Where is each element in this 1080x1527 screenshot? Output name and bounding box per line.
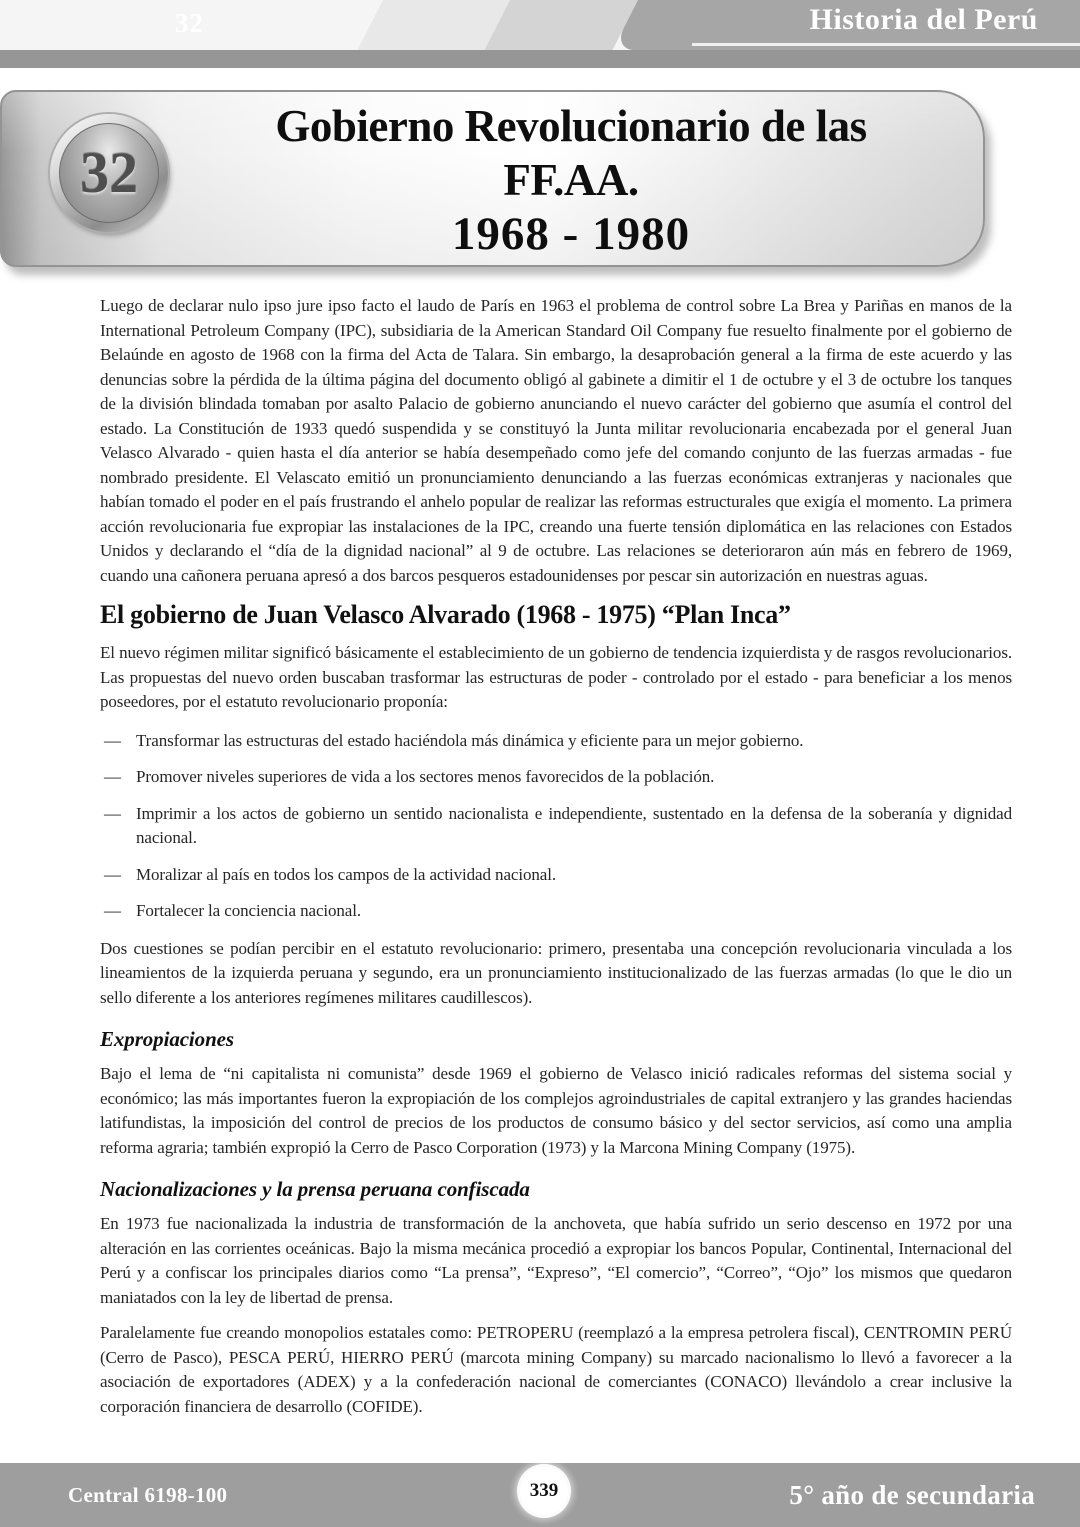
footer-grade: 5° año de secundaria <box>789 1479 1035 1510</box>
bullet-text: Promover niveles superiores de vida a los sectores menos favorecidos de la población. <box>136 767 715 786</box>
banner-title-line3: 1968 - 1980 <box>451 208 691 260</box>
page-number-badge <box>520 1467 568 1515</box>
footer-phone: Central 6198-100 <box>68 1482 228 1507</box>
bullet-item <box>100 899 1012 924</box>
bullet-item <box>100 729 1012 754</box>
nacionalizaciones-paragraph-2: Paralelamente fue creando monopolios estatales como: PETROPERU (reemplazó a la empresa petrolera fiscal), CENTROMIN PERÚ (Cerro de Pasco), PESCA PERÚ, HIERRO PERÚ (marcota mining Company) su marcado nacionalismo lo llevó a favorecer a la asociación de exportadores (ADEX) y a la confederación nacional de comerciantes (CONACO) llevándolo a crear inclusive la corporación financiera de desarrollo (COFIDE). <box>100 1323 1012 1416</box>
bullet-marker: — <box>104 730 121 750</box>
bullet-item <box>100 765 1012 790</box>
header-subject-title: Historia del Perú <box>809 3 1038 36</box>
bullet-text: Moralizar al país en todos los campos de la actividad nacional. <box>136 864 556 884</box>
page-number: 339 <box>529 1480 559 1501</box>
bullet-marker: — <box>104 767 121 786</box>
bullet-marker: — <box>104 901 121 920</box>
bullet-marker: — <box>104 803 121 823</box>
bullet-text: Transformar las estructuras del estado haciéndola más dinámica y eficiente para un mejor gobierno. <box>136 730 804 750</box>
header-subject-underline <box>692 43 1080 46</box>
bullet-text: Imprimir a los actos de gobierno un sentido nacionalista e independiente, sustentado en la defensa de la soberanía y dignidad nacional. <box>136 803 1012 847</box>
section-closing-paragraph: Dos cuestiones se podían percibir en el estatuto revolucionario: primero, presentaba una concepción revolucionaria vinculada a los lineamientos de la izquierda peruana y segundo, era un pronunciamiento institucionalizado de las fuerzas armadas (lo que le dio un sello diferente a los anteriores regímenes militares caudillescos). <box>100 938 1012 1007</box>
intro-paragraph: Luego de declarar nulo ipso jure ipso facto el laudo de París en 1963 el problema de control sobre La Brea y Pariñas en manos de la International Petroleum Company (IPC), subsidiaria de la American Standard Oil Company fue resuelto finalmente por el gobierno de Belaúnde en agosto de 1968 con la firma del Acta de Talara. Sin embargo, la desaprobación general a la firma de este acuerdo y las denuncias sobre la pérdida de la última página del documento obligó al gabinete a dimitir el 1 de octubre y el 3 de octubre los tanques de la división blindada tomaban por asalto Palacio de gobierno anunciando el nuevo carácter del gobierno que asumía el control del estado. La Constitución de 1933 quedó suspendida y se constituyó la Junta militar revolucionaria encabezada por el general Juan Velasco Alvarado - quien hasta el día anterior se había desempeñado como jefe del comando conjunto de las fuerzas armadas - fue nombrado presidente. El Velascato emitió un pronunciamiento denunciando a las fuerzas económicas extranjeras y nacionales que habían tomado el poder en el país frustrando el anhelo popular de realizar las reformas estructurales que exigía el momento. La primera acción revolucionaria fue expropiar las instalaciones de la IPC, creando una fuerte tensión diplomática en las relaciones con Estados Unidos y declarando el “día de la dignidad nacional” al 9 de octubre. Las relaciones se deterioraron aún más en febrero de 1969, cuando una cañonera peruana apresó a dos barcos pesqueros estadounidenses por pescar sin autorización en nuestras aguas. <box>100 296 1012 585</box>
bullet-text: Fortalecer la conciencia nacional. <box>136 901 362 920</box>
section-paragraph: El nuevo régimen militar significó básicamente el establecimiento de un gobierno de tendencia izquierdista y de rasgos revolucionarios. Las propuestas del nuevo orden buscaban trasformar las estructuras de poder - controlado por el estado - para beneficiar a los menos poseedores, por el estatuto revolucionario proponía: <box>100 643 1012 711</box>
nacionalizaciones-paragraph-1: En 1973 fue nacionalizada la industria de transformación de la anchoveta, que había sufrido un serio descenso en 1972 por una alteración en las corrientes oceánicas. Bajo la misma mecánica procedió a expropiar los bancos Popular, Continental, Internacional del Perú y a confiscar los principales diarios como “La prensa”, “Expreso”, “El comercio”, “Correo”, “Ojo” los mismos que quedaron maniatados con la ley de libertad de prensa. <box>100 1214 1012 1307</box>
banner-title-line1: Gobierno Revolucionario de las <box>275 101 867 151</box>
banner-title <box>187 99 955 261</box>
chapter-badge <box>50 114 168 232</box>
footer-bar <box>0 1463 1080 1527</box>
chapter-badge-inner <box>59 123 159 223</box>
header-decor-segment-medium <box>485 0 638 50</box>
banner-title-line2: FF.AA. <box>503 155 639 205</box>
bullet-list <box>100 729 1012 924</box>
header-chapter-number: 32 <box>175 8 204 38</box>
subsection-heading-expropiaciones: Expropiaciones <box>100 1027 234 1051</box>
expropiaciones-paragraph: Bajo el lema de “ni capitalista ni comunista” desde 1969 el gobierno de Velasco inició radicales reformas del sistema social y económico; las más importantes fueron la expropiación de los complejos agroindustriales de capital extranjero y las grandes haciendas latifundistas, la imposición del control de precios de los productos de consumo básico y del sector servicios, así como una amplia reforma agraria; también expropió la Cerro de Pasco Corporation (1973) y la Marcona Mining Company (1975). <box>100 1064 1012 1157</box>
page-content <box>100 294 1012 1430</box>
bullet-marker: — <box>104 864 121 884</box>
section-heading: El gobierno de Juan Velasco Alvarado (1968 - 1975) “Plan Inca” <box>100 600 791 629</box>
subsection-heading-nacionalizaciones: Nacionalizaciones y la prensa peruana confiscada <box>100 1177 530 1201</box>
header-band <box>0 0 1080 68</box>
title-banner <box>0 90 985 267</box>
chapter-badge-number: 32 <box>80 140 138 205</box>
bullet-item <box>100 863 1012 888</box>
bullet-item <box>100 802 1012 851</box>
